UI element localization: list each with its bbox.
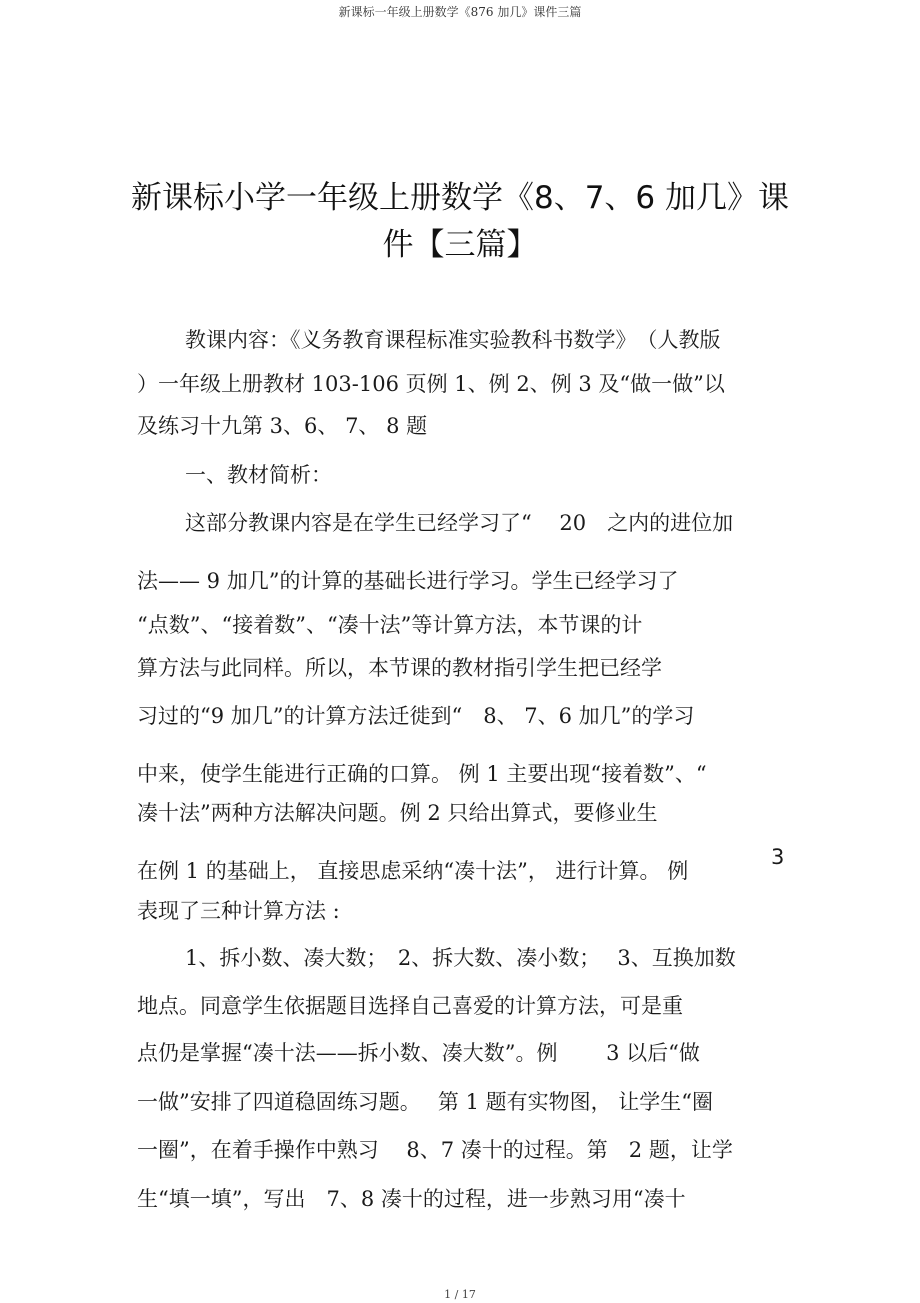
body-line: 教课内容：《义务教育课程标准实验教科书数学》 （人教版 [185,328,721,352]
body-line: ）一年级上册教材 103-106 页例 1、例 2、例 3 及“做一做”以 [137,372,725,396]
body-line: 表现了三种计算方法 : [137,899,340,923]
body-line: 生“填一填”，写出 7、8 凑十的过程，进一步熟习用“凑十 [137,1187,686,1211]
document-title-line-2: 件【三篇】 [382,227,538,263]
running-header: 新课标一年级上册数学《876 加几》课件三篇 [338,5,582,19]
body-line: 1、拆小数、凑大数； 2、拆大数、凑小数； 3、互换加数 [185,946,736,970]
document-title-line-1: 新课标小学一年级上册数学《8、7、6 加几》课 [130,180,790,216]
section-heading: 一、教材简析： [185,463,332,487]
page-number: 1 / 17 [444,1288,476,1301]
stray-number: 3 [771,845,785,869]
body-line: 在例 1 的基础上， 直接思虑采纳“凑十法”， 进行计算。 例 [137,859,689,883]
body-line: 这部分教课内容是在学生已经学习了“ 20 之内的进位加 [185,511,734,535]
body-line: 一做”安排了四道稳固练习题。 第 1 题有实物图， 让学生“圈 [137,1090,714,1114]
body-line: 习过的“9 加几”的计算方法迁徙到“ 8、 7、6 加几”的学习 [137,704,695,728]
body-line: 点仍是掌握“凑十法——拆小数、凑大数”。例 3 以后“做 [137,1041,700,1065]
body-line: 一圈”，在着手操作中熟习 8、7 凑十的过程。第 2 题，让学 [137,1138,733,1162]
body-line: 中来，使学生能进行正确的口算。 例 1 主要出现“接着数”、“ [137,762,707,786]
body-line: “点数”、“接着数”、“凑十法”等计算方法，本节课的计 [137,613,643,637]
body-line: 凑十法”两种方法解决问题。例 2 只给出算式，要修业生 [137,801,658,825]
body-line: 算方法与此同样。所以，本节课的教材指引学生把已经学 [137,656,662,680]
body-line: 法—— 9 加几”的计算的基础长进行学习。学生已经学习了 [137,569,679,593]
body-line: 及练习十九第 3、6、 7、 8 题 [137,414,428,438]
body-line: 地点。同意学生依据题目选择自己喜爱的计算方法，可是重 [137,994,683,1018]
